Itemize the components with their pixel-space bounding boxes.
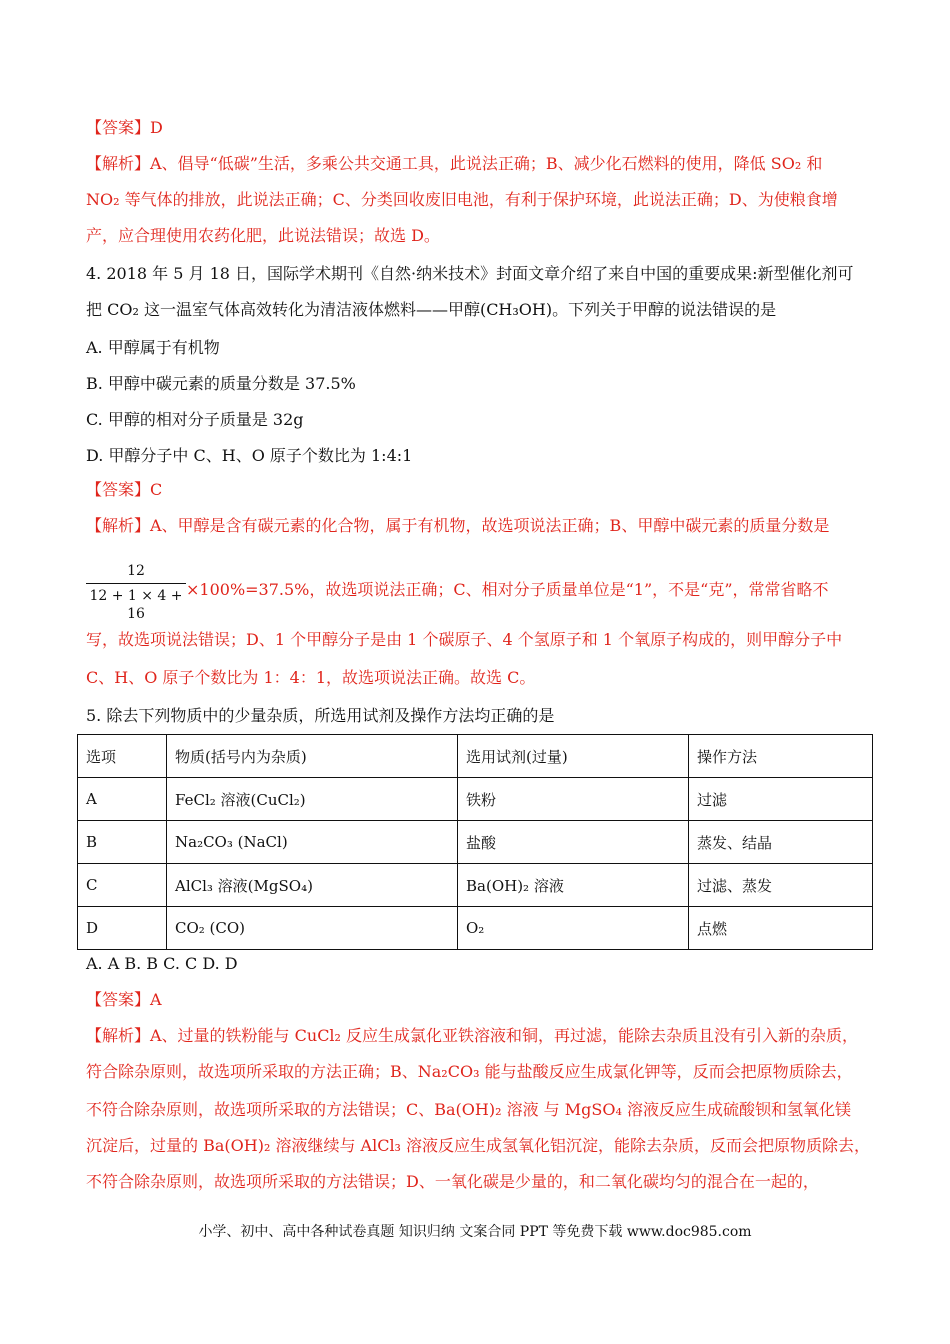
table-row <box>78 778 873 821</box>
table-cell: C <box>78 864 167 907</box>
table-cell: 过滤 <box>689 778 873 821</box>
fraction-denominator: 12 + 1 × 4 + 16 <box>89 588 183 622</box>
q4-analysis-line-4: C、H、O 原子个数比为 1：4：1，故选项说法正确。故选 C。 <box>86 668 536 687</box>
table-cell: AlCl₃ 溶液(MgSO₄) <box>167 864 458 907</box>
q4-stem-line-2: 把 CO₂ 这一温室气体高效转化为清洁液体燃料——甲醇(CH₃OH)。下列关于甲醇的说法错误的是 <box>86 300 777 319</box>
q5-analysis-line-4: 沉淀后，过量的 Ba(OH)₂ 溶液继续与 AlCl₃ 溶液反应生成氢氧化铝沉淀，能除去杂质，反而会把原物质除去， <box>86 1136 871 1155</box>
table-row <box>78 907 873 950</box>
q4-analysis-line-3: 写，故选项说法错误；D、1 个甲醇分子是由 1 个碳原子、4 个氢原子和 1 个氧原子构成的，则甲醇分子中 <box>86 630 843 649</box>
q4-analysis-line-1: 【解析】A、甲醇是含有碳元素的化合物，属于有机物，故选项说法正确；B、甲醇中碳元素的质量分数是 <box>86 516 830 535</box>
table-cell: 铁粉 <box>458 778 689 821</box>
q3-answer: 【答案】D <box>86 118 163 137</box>
q5-options: A. A B. B C. C D. D <box>86 954 238 973</box>
table-cell: 盐酸 <box>458 821 689 864</box>
table-cell: 蒸发、结晶 <box>689 821 873 864</box>
q4-analysis-line-2: ×100%=37.5%，故选项说法正确；C、相对分子质量单位是“1”，不是“克”，常常省略不 <box>186 580 829 599</box>
table-cell: FeCl₂ 溶液(CuCl₂) <box>167 778 458 821</box>
table-row <box>78 864 873 907</box>
fraction-bar <box>86 583 186 584</box>
table-header-cell: 选项 <box>78 735 167 778</box>
table-cell: CO₂ (CO) <box>167 907 458 950</box>
q5-analysis-line-5: 不符合除杂原则，故选项所采取的方法错误；D、一氧化碳是少量的，和二氧化碳均匀的混合在一起的， <box>86 1172 819 1191</box>
table-header-cell: 操作方法 <box>689 735 873 778</box>
table-cell: A <box>78 778 167 821</box>
q3-analysis-line-2: NO₂ 等气体的排放，此说法正确；C、分类回收废旧电池，有利于保护环境，此说法正确；D、为使粮食增 <box>86 190 838 209</box>
q4-option-b: B. 甲醇中碳元素的质量分数是 37.5% <box>86 374 356 393</box>
table-cell: D <box>78 907 167 950</box>
q4-option-d: D. 甲醇分子中 C、H、O 原子个数比为 1:4:1 <box>86 446 413 465</box>
q5-answer: 【答案】A <box>86 990 162 1009</box>
q5-stem: 5. 除去下列物质中的少量杂质，所选用试剂及操作方法均正确的是 <box>86 706 555 725</box>
fraction-numerator: 12 <box>127 563 145 579</box>
table-cell: O₂ <box>458 907 689 950</box>
q4-answer: 【答案】C <box>86 480 163 499</box>
q5-analysis-line-3: 不符合除杂原则，故选项所采取的方法错误；C、Ba(OH)₂ 溶液 与 MgSO₄ 溶液反应生成硫酸钡和氢氧化镁 <box>86 1100 851 1119</box>
q5-analysis-line-2: 符合除杂原则，故选项所采取的方法正确；B、Na₂CO₃ 能与盐酸反应生成氯化钾等，反而会把原物质除去， <box>86 1062 853 1081</box>
table-header-cell: 选用试剂(过量) <box>458 735 689 778</box>
table-cell: B <box>78 821 167 864</box>
q3-analysis-line-3: 产，应合理使用农药化肥，此说法错误；故选 D。 <box>86 226 440 245</box>
page-footer: 小学、初中、高中各种试卷真题 知识归纳 文案合同 PPT 等免费下载 www.doc985.com <box>198 1224 752 1240</box>
table-header-row <box>78 735 873 778</box>
q4-option-a: A. 甲醇属于有机物 <box>86 338 220 357</box>
table-cell: Ba(OH)₂ 溶液 <box>458 864 689 907</box>
impurity-removal-table <box>77 734 873 950</box>
table-cell: Na₂CO₃ (NaCl) <box>167 821 458 864</box>
table-row <box>78 821 873 864</box>
q4-option-c: C. 甲醇的相对分子质量是 32g <box>86 410 304 429</box>
mass-fraction-formula <box>86 562 186 622</box>
q3-analysis-line-1: 【解析】A、倡导“低碳”生活，多乘公共交通工具，此说法正确；B、减少化石燃料的使用，降低 SO₂ 和 <box>86 154 823 173</box>
q4-stem-line-1: 4. 2018 年 5 月 18 日，国际学术期刊《自然·纳米技术》封面文章介绍了来自中国的重要成果:新型催化剂可 <box>86 264 854 283</box>
table-header-cell: 物质(括号内为杂质) <box>167 735 458 778</box>
table-cell: 过滤、蒸发 <box>689 864 873 907</box>
q5-analysis-line-1: 【解析】A、过量的铁粉能与 CuCl₂ 反应生成氯化亚铁溶液和铜，再过滤，能除去杂质且没有引入新的杂质， <box>86 1026 859 1045</box>
table-cell: 点燃 <box>689 907 873 950</box>
